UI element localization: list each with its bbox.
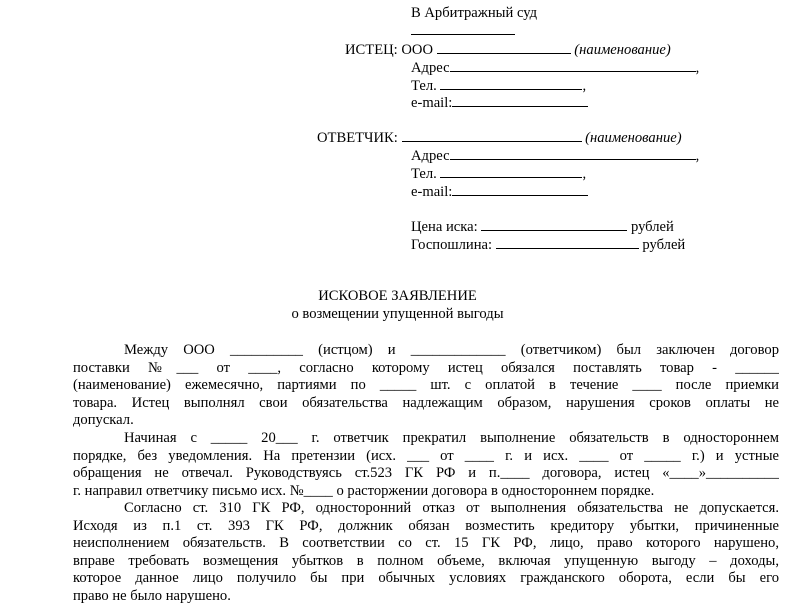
plaintiff-name-blank bbox=[437, 40, 571, 54]
defendant-address-label: Адрес bbox=[411, 148, 450, 164]
claim-price-currency: рублей bbox=[630, 219, 674, 235]
defendant-address-blank bbox=[450, 146, 696, 160]
paragraph-line: вправе требовать возмещения убытков в полном объеме, включая упущенную выгоду – доходы, bbox=[73, 552, 779, 569]
claim-price-blank bbox=[481, 217, 627, 231]
defendant-label: ОТВЕТЧИК: bbox=[317, 130, 398, 146]
plaintiff-address-label: Адрес bbox=[411, 60, 450, 76]
paragraph-line: право не было нарушено. bbox=[73, 587, 231, 604]
duty-blank bbox=[496, 235, 639, 249]
plaintiff-name-hint: (наименование) bbox=[574, 42, 671, 58]
court-blank bbox=[411, 21, 515, 40]
document-title: ИСКОВОЕ ЗАЯВЛЕНИЕ bbox=[318, 288, 477, 304]
defendant-phone-line: Тел. , bbox=[411, 166, 587, 182]
paragraph-line: г. направил ответчику письмо исх. №____ о расторжении договора в одностороннем порядке. bbox=[73, 482, 655, 499]
paragraph-line: поставки №___ от ____, согласно которому истец обязался поставлять товар - ______ bbox=[73, 359, 779, 376]
paragraph-line: товара. Истец выполнял свои обязательства надлежащим образом, нарушения сроков оплаты не bbox=[73, 394, 779, 411]
body-paragraph-2 bbox=[73, 430, 779, 500]
plaintiff-label: ИСТЕЦ: bbox=[345, 42, 398, 58]
plaintiff-phone-label: Тел. bbox=[411, 78, 437, 94]
defendant-email-blank bbox=[452, 182, 588, 196]
claim-price-line bbox=[411, 217, 674, 236]
body-paragraph-1 bbox=[73, 342, 779, 430]
plaintiff-address-line: Адрес , bbox=[411, 60, 700, 76]
plaintiff-org-prefix: ООО bbox=[401, 42, 433, 58]
document-subtitle: о возмещении упущенной выгоды bbox=[291, 306, 504, 322]
defendant-name-blank bbox=[402, 128, 582, 142]
plaintiff-email-blank bbox=[452, 93, 588, 107]
duty-line bbox=[411, 235, 685, 254]
duty-currency: рублей bbox=[642, 237, 686, 253]
paragraph-line: (наименование) ежемесячно, партиями по _____ шт. с оплатой в течение ____ после приемки bbox=[73, 377, 779, 393]
paragraph-line: Согласно ст. 310 ГК РФ, односторонний отказ от выполнения обязательства не допускается. bbox=[124, 500, 779, 516]
paragraph-line: Начиная с _____ 20___ г. ответчик прекратил выполнение обязательств в одностороннем bbox=[124, 430, 779, 446]
paragraph-line: порядке, без уведомления. На претензии (исх. ___ от ____ г. и исх. ____ от _____ г.) и устные bbox=[73, 447, 779, 464]
plaintiff-address-blank bbox=[450, 58, 696, 72]
paragraph-line: Между ООО __________ (истцом) и _____________ (ответчиком) был заключен договор bbox=[124, 342, 779, 358]
body-paragraph-3 bbox=[73, 500, 779, 605]
plaintiff-email-line bbox=[411, 93, 588, 112]
defendant-email-label: e-mail: bbox=[411, 184, 453, 200]
paragraph-line: допускал. bbox=[73, 412, 134, 428]
plaintiff-name-line bbox=[345, 40, 671, 59]
defendant-address-line: Адрес , bbox=[411, 148, 700, 164]
defendant-phone-blank bbox=[440, 164, 582, 178]
defendant-name-line bbox=[317, 128, 682, 147]
plaintiff-email-label: e-mail: bbox=[411, 95, 453, 111]
paragraph-line: неисполнением обязательств. В соответствии со ст. 15 ГК РФ, лицо, право которого нарушено, bbox=[73, 535, 779, 551]
paragraph-line: Исходя из п.1 ст. 393 ГК РФ, должник обязан возместить кредитору убытки, причиненные bbox=[73, 517, 779, 534]
plaintiff-phone-blank bbox=[440, 76, 582, 90]
court-name: В Арбитражный суд bbox=[411, 5, 538, 21]
plaintiff-phone-line: Тел. , bbox=[411, 78, 587, 94]
duty-label: Госпошлина: bbox=[411, 237, 493, 253]
defendant-email-line bbox=[411, 182, 588, 201]
paragraph-line: которое данное лицо получило бы при обычных условиях гражданского оборота, если бы его bbox=[73, 570, 779, 586]
defendant-phone-label: Тел. bbox=[411, 166, 437, 182]
paragraph-line: обращения не отвечал. Руководствуясь ст.523 ГК РФ и п.____ договора, истец «____»__________ bbox=[73, 465, 779, 481]
claim-price-label: Цена иска: bbox=[411, 219, 478, 235]
defendant-name-hint: (наименование) bbox=[585, 130, 682, 146]
